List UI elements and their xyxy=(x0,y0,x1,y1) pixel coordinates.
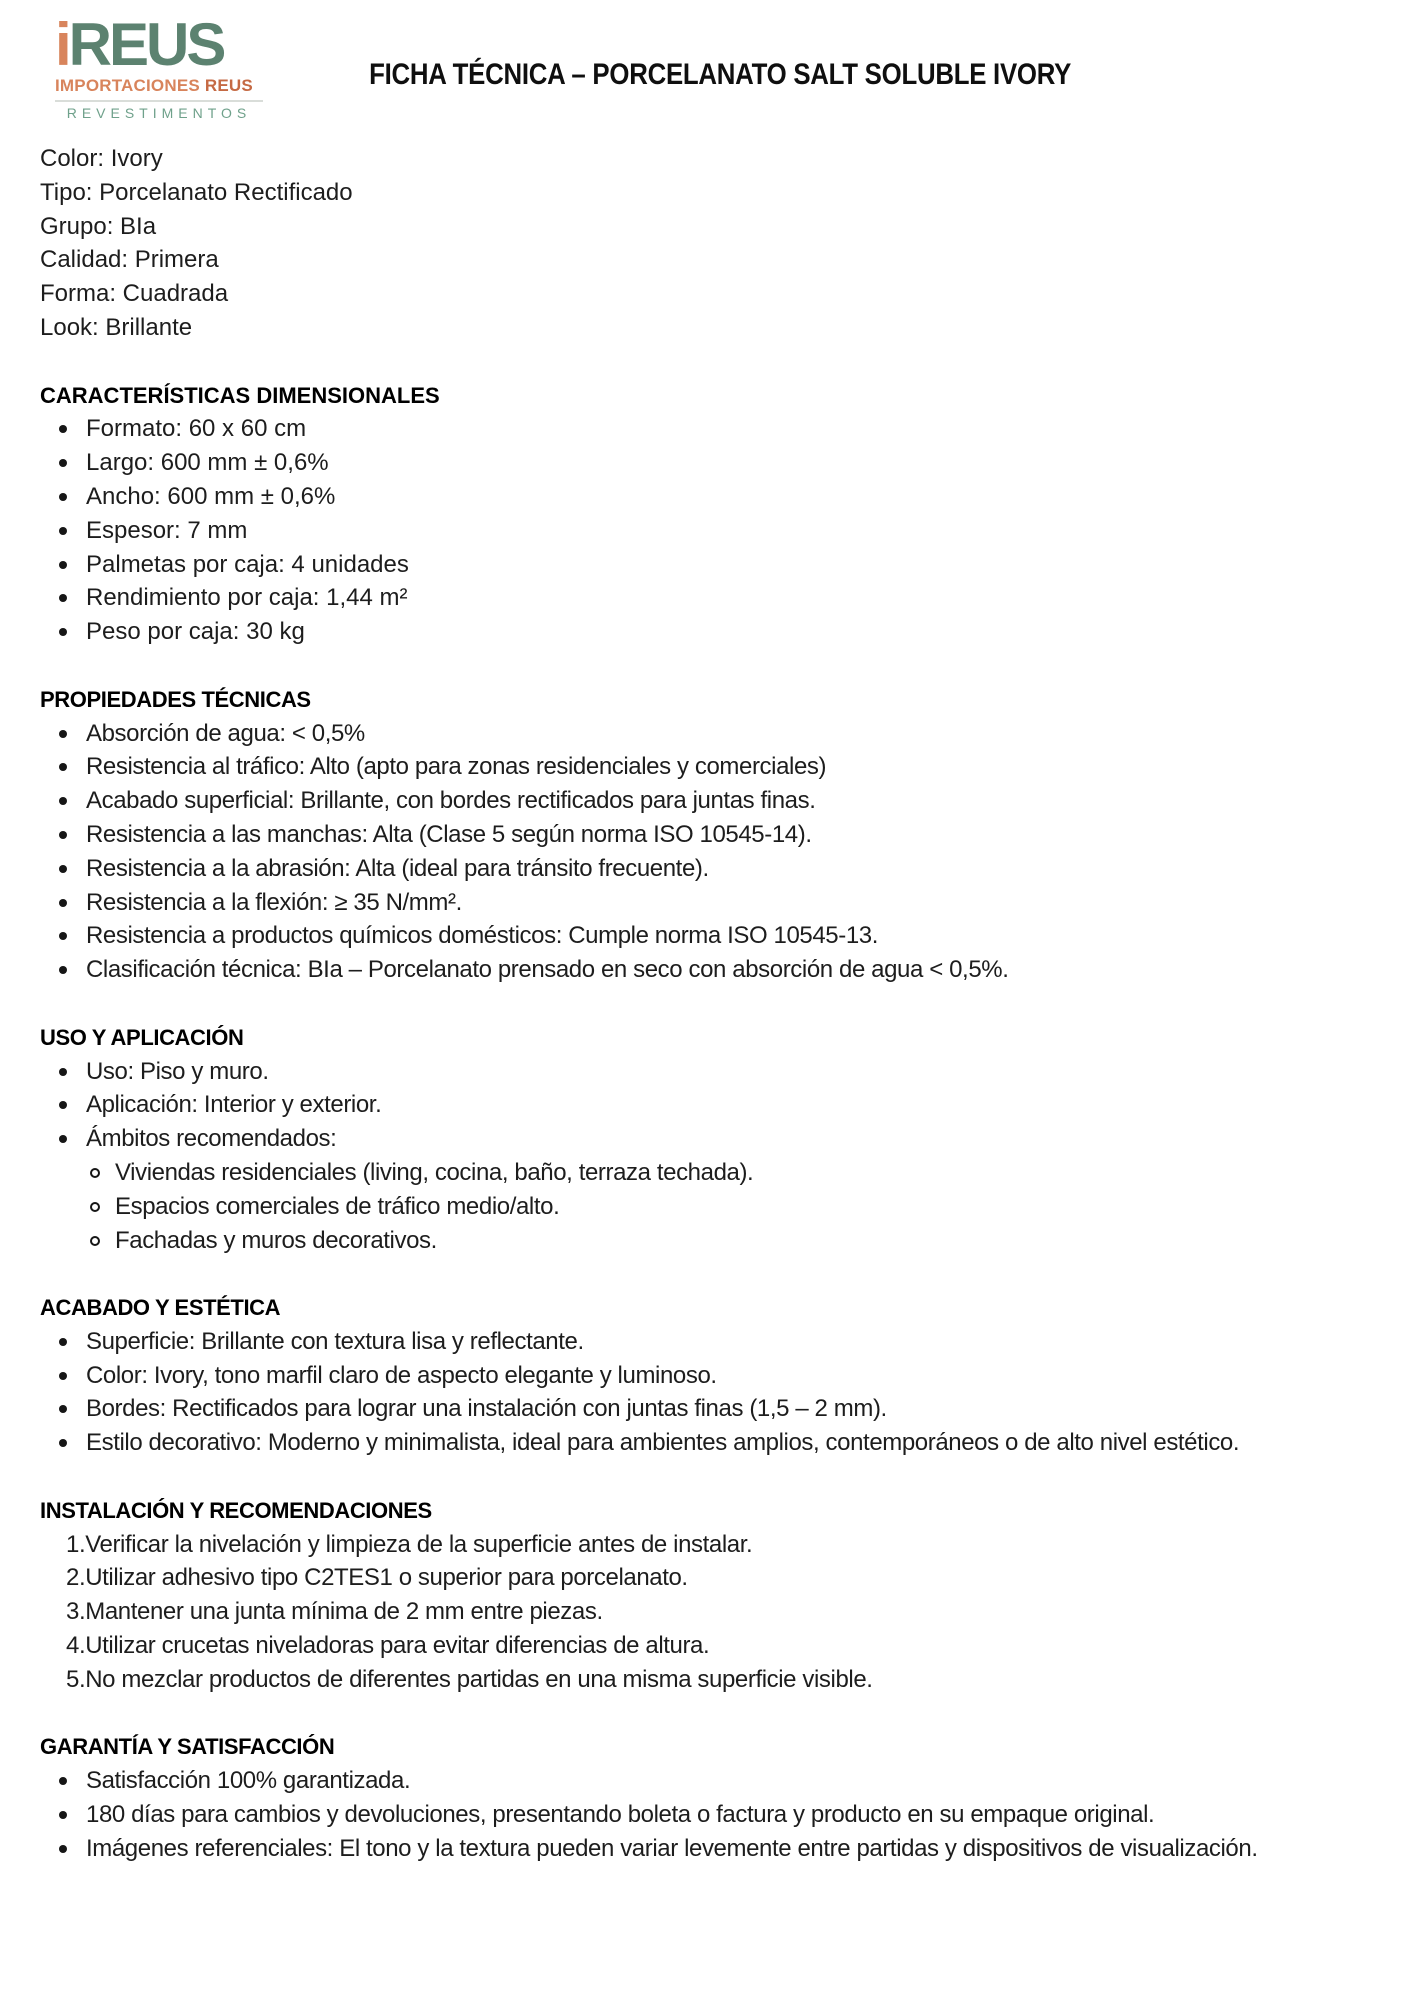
logo-letters-reus: REUS xyxy=(68,11,224,78)
bullet-list xyxy=(40,717,1350,987)
list-item: Absorción de agua: < 0,5% xyxy=(86,717,1350,751)
list-item: Imágenes referenciales: El tono y la textura pueden variar levemente entre partidas y dispositivos de visualización. xyxy=(86,1832,1350,1866)
numbered-list-item: Utilizar adhesivo tipo C2TES1 o superior para porcelanato. xyxy=(85,1564,688,1592)
list-item: 180 días para cambios y devoluciones, presentando boleta o factura y producto en su empaque original. xyxy=(86,1798,1350,1832)
list-item-label: Ámbitos recomendados: xyxy=(86,1125,337,1153)
section-heading: ACABADO Y ESTÉTICA xyxy=(40,1295,281,1321)
bullet-list xyxy=(40,1055,1350,1258)
section-heading: GARANTÍA Y SATISFACCIÓN xyxy=(40,1734,335,1760)
section-caracteristicas-dimensionales xyxy=(40,379,1350,649)
summary-forma: Forma: Cuadrada xyxy=(40,280,229,308)
list-item: Peso por caja: 30 kg xyxy=(86,615,1350,649)
page-title: FICHA TÉCNICA – PORCELANATO SALT SOLUBLE IVORY xyxy=(369,58,1071,91)
list-item: Ancho: 600 mm ± 0,6% xyxy=(86,480,1350,514)
sub-list-item: Viviendas residenciales (living, cocina, baño, terraza techada). xyxy=(115,1156,1350,1190)
logo-tagline: REVESTIMENTOS xyxy=(66,105,252,121)
section-uso-y-aplicacion xyxy=(40,1021,1350,1258)
product-summary xyxy=(40,142,1350,345)
sub-list-item: Espacios comerciales de tráfico medio/alto. xyxy=(115,1190,1350,1224)
list-item: Resistencia a las manchas: Alta (Clase 5 según norma ISO 10545-14). xyxy=(86,818,1350,852)
numbered-list-item: Utilizar crucetas niveladoras para evitar diferencias de altura. xyxy=(85,1632,710,1660)
list-item: Resistencia a productos químicos domésticos: Cumple norma ISO 10545-13. xyxy=(86,919,1350,953)
list-item: Aplicación: Interior y exterior. xyxy=(86,1088,1350,1122)
list-item: Rendimiento por caja: 1,44 m² xyxy=(86,581,1350,615)
list-item: Resistencia a la flexión: ≥ 35 N/mm². xyxy=(86,886,1350,920)
logo-subtitle-importaciones: IMPORTACIONES xyxy=(55,76,200,95)
logo-divider xyxy=(55,100,263,102)
list-item: Uso: Piso y muro. xyxy=(86,1055,1350,1089)
sub-list-item: Fachadas y muros decorativos. xyxy=(115,1224,1350,1258)
numbered-list-item: No mezclar productos de diferentes partidas en una misma superficie visible. xyxy=(85,1665,873,1693)
summary-grupo: Grupo: BIa xyxy=(40,212,157,240)
summary-look: Look: Brillante xyxy=(40,313,193,341)
bullet-list xyxy=(40,1764,1350,1865)
section-heading: USO Y APLICACIÓN xyxy=(40,1024,244,1050)
list-item: Acabado superficial: Brillante, con bordes rectificados para juntas finas. xyxy=(86,784,1350,818)
section-heading: PROPIEDADES TÉCNICAS xyxy=(40,686,311,712)
section-heading: CARACTERÍSTICAS DIMENSIONALES xyxy=(40,382,440,408)
document-body xyxy=(40,142,1350,1866)
numbered-list-item: Verificar la nivelación y limpieza de la superficie antes de instalar. xyxy=(85,1530,753,1558)
summary-tipo: Tipo: Porcelanato Rectificado xyxy=(40,178,353,206)
title-row xyxy=(0,58,1414,92)
summary-color: Color: Ivory xyxy=(40,145,163,172)
logo-subtitle-reus: REUS xyxy=(204,76,253,95)
numbered-list-item: Mantener una junta mínima de 2 mm entre piezas. xyxy=(85,1598,603,1626)
section-heading: INSTALACIÓN Y RECOMENDACIONES xyxy=(40,1497,432,1523)
list-item: Resistencia al tráfico: Alto (apto para zonas residenciales y comerciales) xyxy=(86,750,1350,784)
list-item: Satisfacción 100% garantizada. xyxy=(86,1764,1350,1798)
bullet-list xyxy=(40,412,1350,649)
list-item: Bordes: Rectificados para lograr una instalación con juntas finas (1,5 – 2 mm). xyxy=(86,1392,1350,1426)
list-item: Espesor: 7 mm xyxy=(86,514,1350,548)
numbered-list xyxy=(40,1528,1350,1697)
list-item: Resistencia a la abrasión: Alta (ideal para tránsito frecuente). xyxy=(86,852,1350,886)
list-item xyxy=(86,1122,1350,1257)
summary-calidad: Calidad: Primera xyxy=(40,246,219,274)
list-item: Color: Ivory, tono marfil claro de aspecto elegante y luminoso. xyxy=(86,1359,1350,1393)
sub-bullet-list xyxy=(86,1156,1350,1257)
list-item: Estilo decorativo: Moderno y minimalista, ideal para ambientes amplios, contemporáneos o de alto nivel estético. xyxy=(86,1426,1350,1460)
list-item: Formato: 60 x 60 cm xyxy=(86,412,1350,446)
list-item: Clasificación técnica: BIa – Porcelanato prensado en seco con absorción de agua < 0,5%. xyxy=(86,953,1350,987)
list-item: Superficie: Brillante con textura lisa y reflectante. xyxy=(86,1325,1350,1359)
section-propiedades-tecnicas xyxy=(40,683,1350,987)
section-instalacion-y-recomendaciones xyxy=(40,1494,1350,1697)
list-item: Palmetas por caja: 4 unidades xyxy=(86,548,1350,582)
section-acabado-y-estetica xyxy=(40,1291,1350,1460)
bullet-list xyxy=(40,1325,1350,1460)
logo-letter-i: i xyxy=(55,11,69,78)
list-item: Largo: 600 mm ± 0,6% xyxy=(86,446,1350,480)
section-garantia-y-satisfaccion xyxy=(40,1730,1350,1865)
